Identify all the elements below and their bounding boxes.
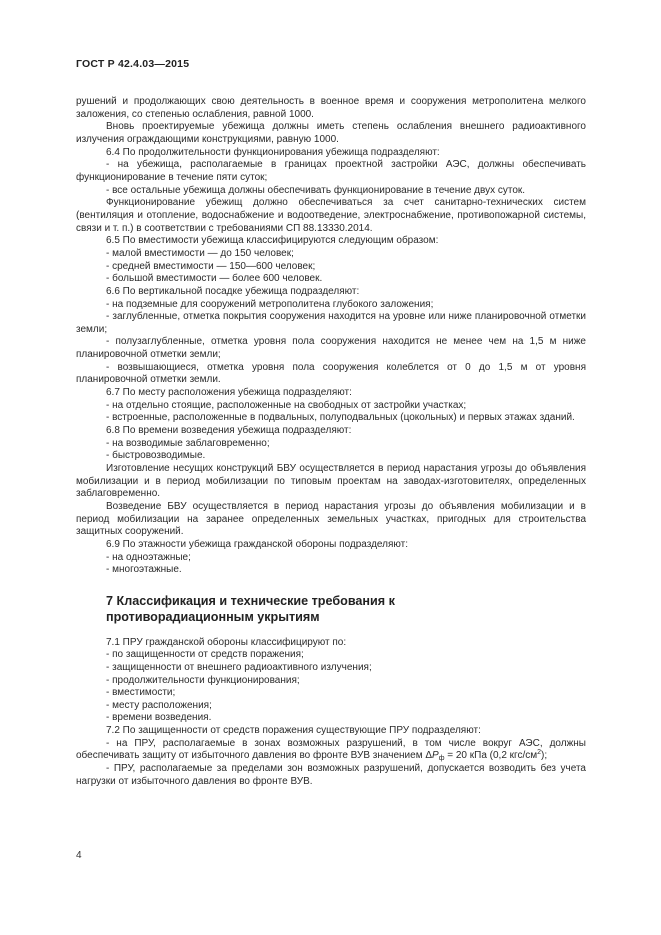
list-item: - месту расположения; [106,699,212,711]
clause-heading: 6.4 По продолжительности функционирования убежища подразделяют: [106,146,440,158]
clause-heading: 7.2 По защищенности от средств поражения существующие ПРУ подразделяют: [106,725,481,737]
list-item: - продолжительности функционирования; [106,674,300,686]
paragraph: Возведение БВУ осуществляется в период нарастания угрозы до объявления мобилизации и в период мобилизации на заранее определенных земельных участках, пригодных для строительства защитных сооружений. [76,501,586,538]
clause-heading: 6.5 По вместимости убежища классифицируются следующим образом: [106,235,439,247]
list-item: - ПРУ, располагаемые за пределами зон возможных разрушений, допускается возводить без учета нагрузки от избыточного давления во фронте ВУВ. [76,763,586,787]
list-item: - на подземные для сооружений метрополитена глубокого заложения; [106,298,434,310]
paragraph: Вновь проектируемые убежища должны иметь степень ослабления внешнего радиоактивного излучения ограждающими конструкциями, равную 1000. [76,121,586,145]
list-item: - встроенные, расположенные в подвальных, полуподвальных (цокольных) и первых этажах зданий. [106,412,575,424]
document-body [76,96,586,788]
pressure-superscript: 2 [537,749,542,757]
paragraph: Функционирование убежищ должно обеспечиваться за счет санитарно-технических систем (вентиляция и отопление, водоснабжение и водоотведение, электроснабжение, противопожарной системы, связи и т. п.) в соответствии с требованиями СП 88.13330.2014. [76,197,586,234]
list-item: - на убежища, располагаемые в границах проектной застройки АЭС, должны обеспечивать функционирование в течение пяти суток; [76,159,586,183]
list-item: - на возводимые заблаговременно; [106,437,270,449]
list-item: - большой вместимости — более 600 человек. [106,273,323,285]
page-number: 4 [76,850,82,861]
paragraph: рушений и продолжающих свою деятельность в военное время и сооружения метрополитена мелкого заложения, со степенью ослабления, равной 1000. [76,96,586,120]
pressure-symbol: P [432,750,439,762]
list-item: - полузаглубленные, отметка уровня пола сооружения находится не менее чем на 1,5 м ниже планировочной отметки земли; [76,336,586,361]
list-item-pressure [76,738,586,763]
clause-heading: 7.1 ПРУ гражданской обороны классифицируют по: [106,636,347,648]
list-item: - все остальные убежища должны обеспечивать функционирование в течение двух суток. [106,184,526,196]
list-item: - возвышающиеся, отметка уровня пола сооружения колеблется от 0 до 1,5 м от уровня планировочной отметки земли. [76,361,586,386]
list-item: - заглубленные, отметка покрытия сооружения находится на уровне или ниже планировочной отметки земли; [76,311,586,335]
clause-heading: 6.8 По времени возведения убежища подразделяют: [106,425,352,437]
list-item: - малой вместимости — до 150 человек; [106,247,294,259]
section-7-heading: 7 Классификация и технические требования к противорадиационным укрытиям [106,593,395,624]
list-item: - вместимости; [106,687,176,699]
pressure-text-after: = 20 кПа (0,2 кгс/см [444,750,538,762]
list-item: - защищенности от внешнего радиоактивного излучения; [106,661,372,673]
list-item: - средней вместимости — 150—600 человек; [106,260,316,272]
clause-heading: 6.7 По месту расположения убежища подразделяют: [106,387,352,399]
list-item: - на отдельно стоящие, расположенные на свободных от застройки участках; [106,399,467,411]
list-item: - многоэтажные. [106,564,182,576]
pressure-subscript: ф [438,755,445,763]
list-item: - времени возведения. [106,712,212,724]
clause-heading: 6.6 По вертикальной посадке убежища подразделяют: [106,285,360,297]
clause-heading: 6.9 По этажности убежища гражданской обороны подразделяют: [106,538,409,550]
pressure-text-before: - на ПРУ, располагаемые в зонах возможных разрушений, в том числе вокруг АЭС, должны обеспечивать защиту от избыточного давления во фронте ВУВ значением Δ [76,737,586,762]
pressure-text-end: ); [541,750,548,762]
document-header: ГОСТ Р 42.4.03—2015 [76,58,190,70]
list-item: - по защищенности от средств поражения; [106,649,304,661]
paragraph: Изготовление несущих конструкций БВУ осуществляется в период нарастания угрозы до объявления мобилизации и в период мобилизации по типовым проектам на заводах-изготовителях, определенных заблаговременно. [76,463,586,500]
list-item: - на одноэтажные; [106,551,191,563]
list-item: - быстровозводимые. [106,450,206,462]
